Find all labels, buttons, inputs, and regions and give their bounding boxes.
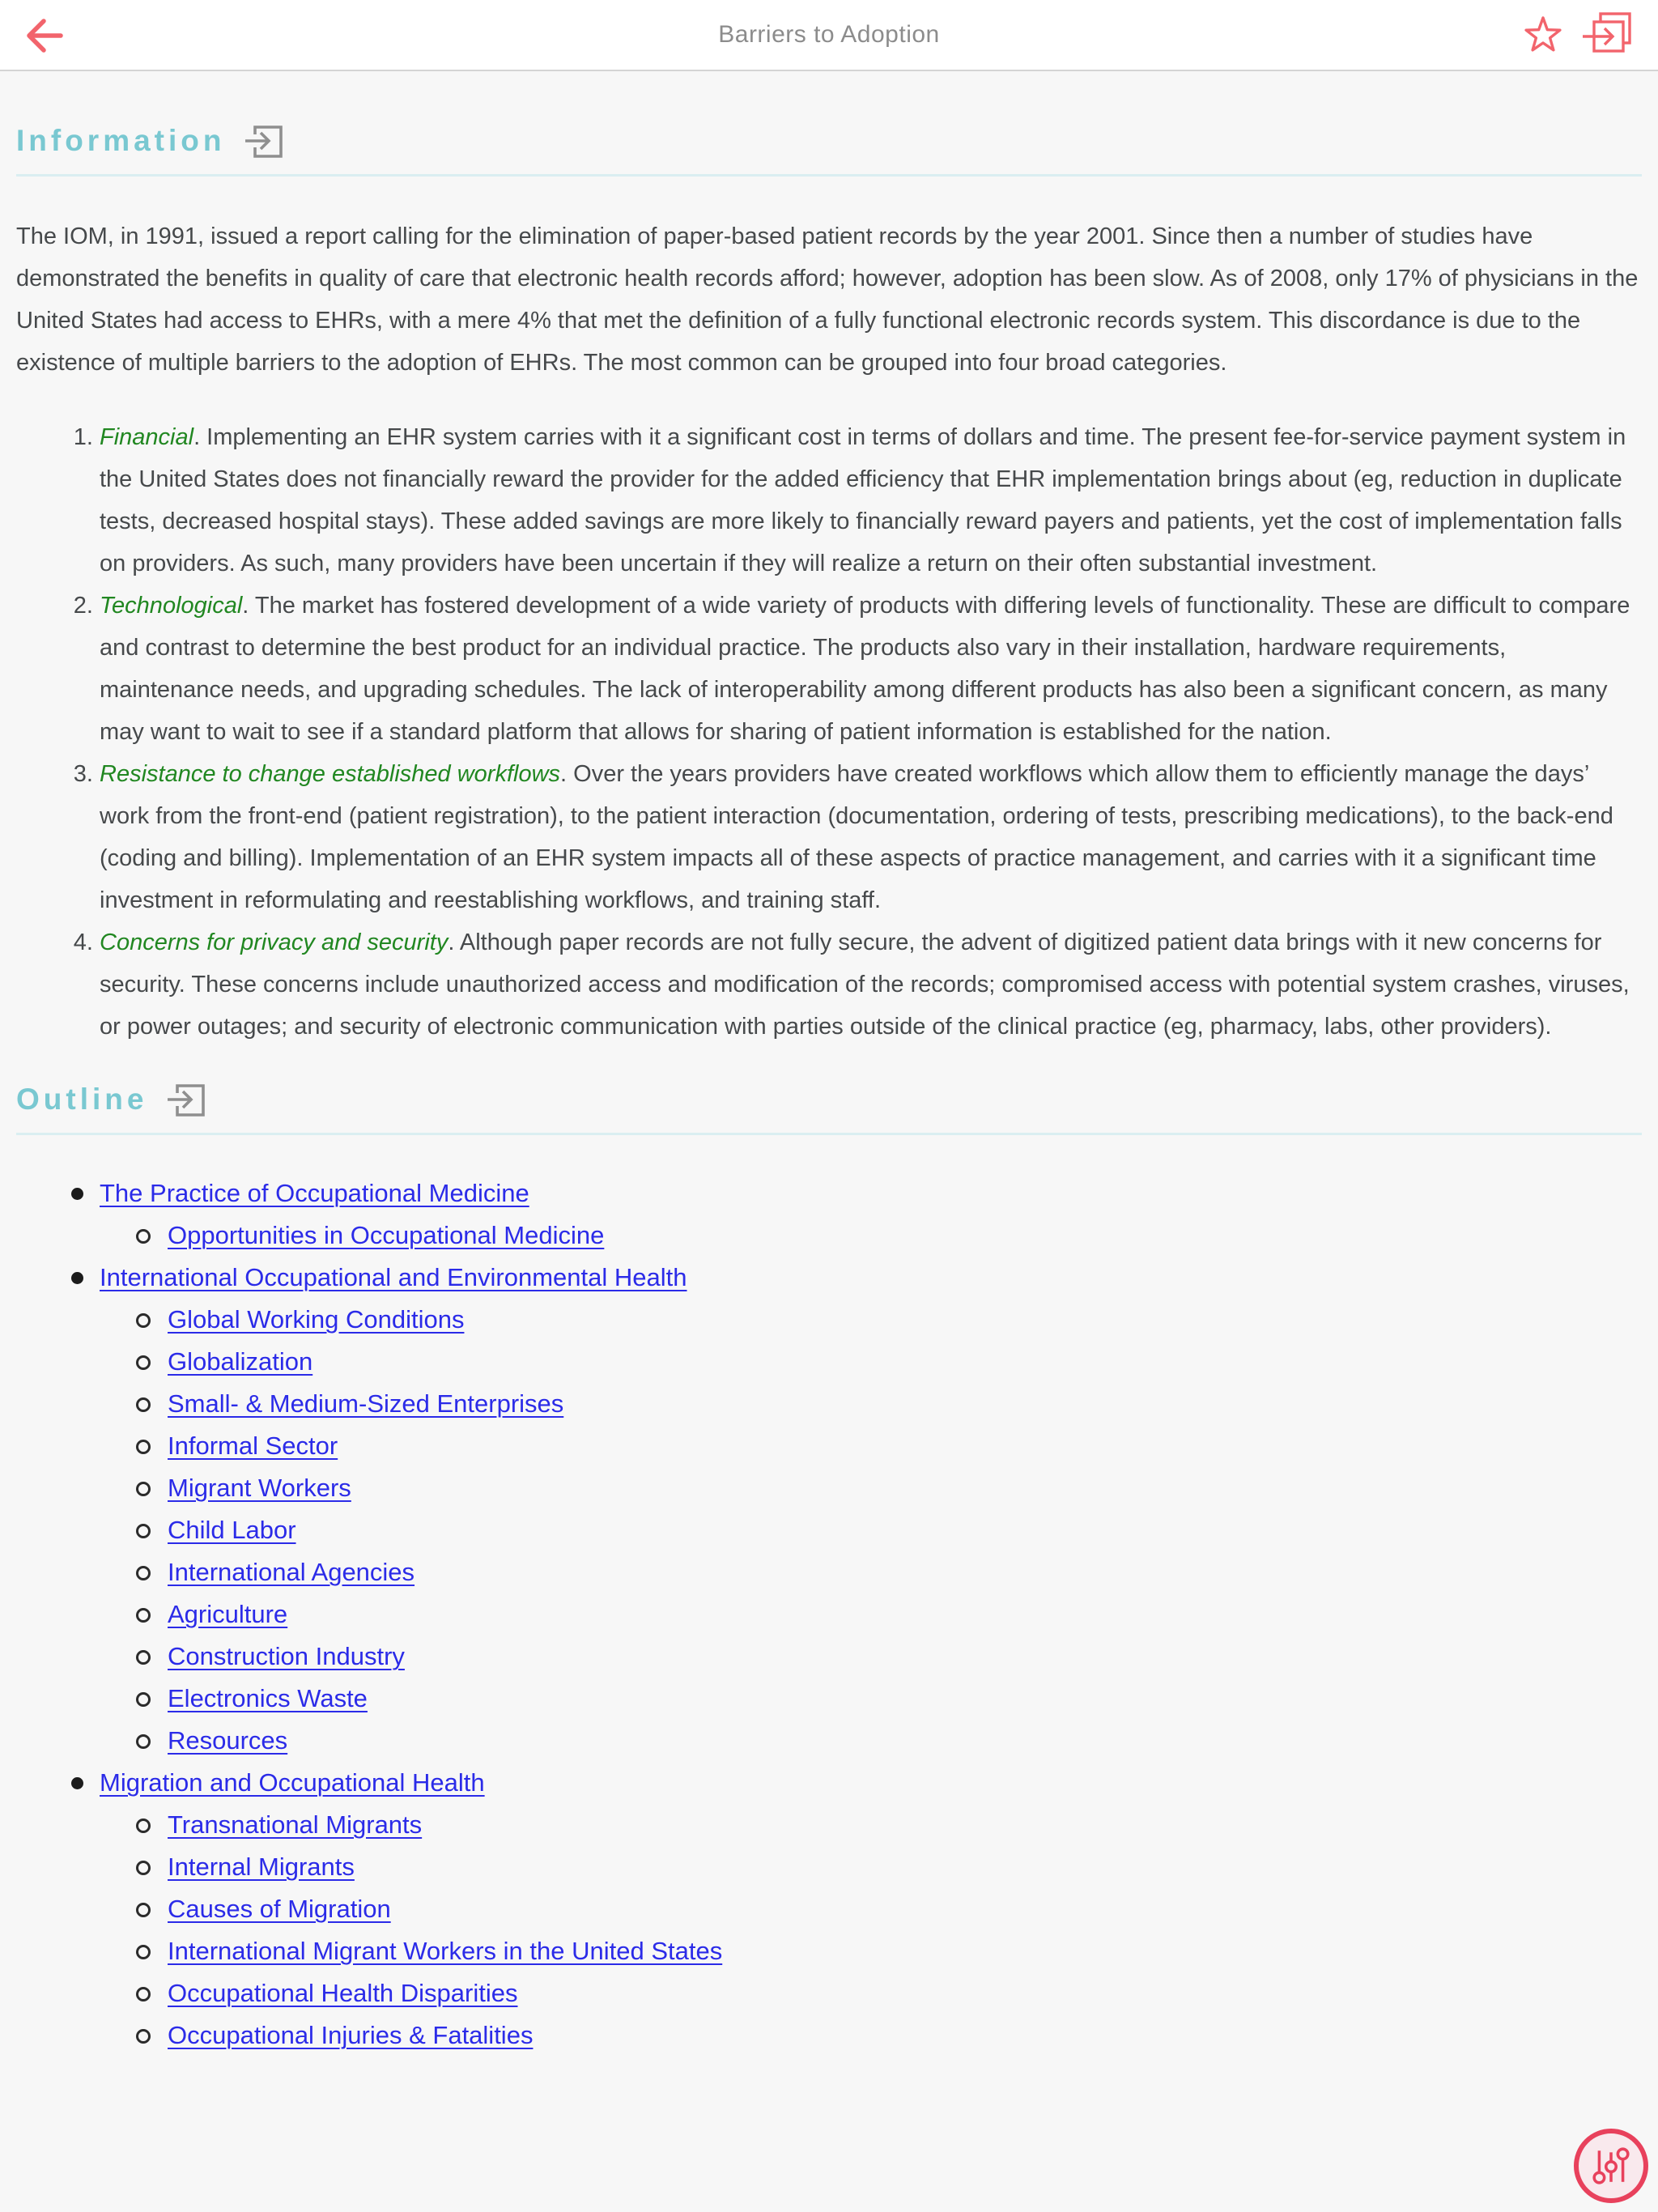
outline-link[interactable]: International Agencies xyxy=(168,1558,415,1586)
left-arrow-icon xyxy=(23,14,66,57)
open-in-icon xyxy=(1582,10,1634,58)
outline-link[interactable]: Occupational Health Disparities xyxy=(168,1979,518,2007)
barrier-text: . The market has fostered development of a wide variety of products with differing levels of functionality. These are difficult to compare and contrast to determine the best product for an individual practice. The products also vary in their installation, hardware requirements, maintenance needs, and upgrading schedules. The lack of interoperability among different products has also been a significant concern, as many may want to wait to see if a standard platform that allows for sharing of patient information is established for the nation. xyxy=(100,593,1630,745)
topic-content xyxy=(0,118,1658,2057)
outline-heading: Outline xyxy=(16,1082,148,1116)
barrier-text: . Implementing an EHR system carries with it a significant cost in terms of dollars and time. The present fee-for-service payment system in the United States does not financially reward the provider for the added efficiency that EHR implementation brings about (eg, reduction in duplicate tests, decreased hospital stays). These added savings are more likely to financially reward payers and patients, yet the cost of implementation falls on providers. As such, many providers have been uncertain if they will realize a return on their often substantial investment. xyxy=(100,424,1626,576)
outline-item xyxy=(16,1341,1642,1383)
barrier-item xyxy=(100,921,1642,1048)
outline-link[interactable]: Causes of Migration xyxy=(168,1895,391,1923)
barrier-text: . Although paper records are not fully secure, the advent of digitized patient data brings with it new concerns for security. These concerns include unauthorized access and modification of the records; compromised access with potential system crashes, viruses, or power outages; and security of electronic communication with parties outside of the clinical practice (eg, pharmacy, labs, other providers). xyxy=(100,929,1630,1040)
nav-bar xyxy=(0,0,1658,71)
information-intro: The IOM, in 1991, issued a report calling for the elimination of paper-based patient records by the year 2001. Since then a number of studies have demonstrated the benefits in quality of care that electronic health records afford; however, adoption has been slow. As of 2008, only 17% of physicians in the United States had access to EHRs, with a mere 4% that met the definition of a fully functional electronic records system. This discordance is due to the existence of multiple barriers to the adoption of EHRs. The most common can be grouped into four broad categories. xyxy=(16,223,1639,376)
barrier-item xyxy=(100,585,1642,753)
outline-item xyxy=(16,2014,1642,2057)
enter-section-icon xyxy=(167,1078,207,1119)
favorite-button[interactable] xyxy=(1524,15,1562,57)
outline-item xyxy=(16,1383,1642,1425)
outline-item xyxy=(16,1467,1642,1509)
star-icon xyxy=(1524,15,1562,53)
outline-link[interactable]: Small- & Medium-Sized Enterprises xyxy=(168,1389,564,1418)
outline-item xyxy=(16,1425,1642,1467)
information-list xyxy=(16,416,1642,1048)
outline-item xyxy=(16,1846,1642,1888)
outline-item xyxy=(16,1299,1642,1341)
outline-link[interactable]: Informal Sector xyxy=(168,1431,338,1460)
outline-item xyxy=(16,1593,1642,1636)
outline-item xyxy=(16,1804,1642,1846)
outline-link[interactable]: Migrant Workers xyxy=(168,1474,351,1502)
enter-section-button[interactable] xyxy=(167,1078,207,1123)
outline-item xyxy=(16,1930,1642,1972)
outline-item xyxy=(16,1678,1642,1720)
barrier-term: Technological xyxy=(100,593,243,619)
outline-link[interactable]: Electronics Waste xyxy=(168,1684,368,1712)
enter-section-icon xyxy=(244,120,285,160)
outline-link[interactable]: Agriculture xyxy=(168,1600,288,1628)
outline-item xyxy=(16,1762,1642,1804)
page-title: Barriers to Adoption xyxy=(718,21,940,48)
outline-item xyxy=(16,1509,1642,1551)
barrier-term: Resistance to change established workflows xyxy=(100,761,561,787)
outline-link[interactable]: Occupational Injuries & Fatalities xyxy=(168,2021,534,2049)
information-heading: Information xyxy=(16,123,226,157)
outline-item xyxy=(16,1636,1642,1678)
outline-list xyxy=(16,1172,1642,2057)
outline-link[interactable]: Opportunities in Occupational Medicine xyxy=(168,1221,605,1249)
outline-link[interactable]: Resources xyxy=(168,1726,288,1755)
outline-item xyxy=(16,1257,1642,1299)
outline-link[interactable]: Internal Migrants xyxy=(168,1853,355,1881)
enter-section-button[interactable] xyxy=(244,120,285,164)
information-section-header xyxy=(16,118,1642,163)
barrier-item xyxy=(100,416,1642,585)
sliders-icon xyxy=(1591,2146,1631,2186)
outline-item xyxy=(16,1888,1642,1930)
barrier-term: Financial xyxy=(100,424,194,450)
outline-link[interactable]: Transnational Migrants xyxy=(168,1810,423,1839)
display-settings-button[interactable] xyxy=(1574,2129,1648,2203)
section-divider xyxy=(16,174,1642,177)
outline-section-header xyxy=(16,1077,1642,1121)
outline-link[interactable]: International Migrant Workers in the United States xyxy=(168,1937,723,1965)
outline-link[interactable]: International Occupational and Environmental Health xyxy=(100,1263,687,1291)
outline-item xyxy=(16,1214,1642,1257)
outline-item xyxy=(16,1720,1642,1762)
outline-link[interactable]: Globalization xyxy=(168,1347,313,1376)
outline-link[interactable]: The Practice of Occupational Medicine xyxy=(100,1179,529,1207)
outline-item xyxy=(16,1551,1642,1593)
barrier-term: Concerns for privacy and security xyxy=(100,929,449,955)
outline-link[interactable]: Migration and Occupational Health xyxy=(100,1768,485,1797)
section-divider xyxy=(16,1133,1642,1135)
barrier-item xyxy=(100,753,1642,921)
barrier-text: . Over the years providers have created workflows which allow them to efficiently manage the days’ work from the front-end (patient registration), to the patient interaction (documentation, ordering of tests, prescribing medications), to the back-end (coding and billing). Implementation of an EHR system impacts all of these aspects of practice management, and carries with it a significant time investment in reformulating and reestablishing workflows, and training staff. xyxy=(100,761,1613,913)
back-button[interactable] xyxy=(23,14,66,57)
outline-link[interactable]: Global Working Conditions xyxy=(168,1305,465,1334)
outline-link[interactable]: Child Labor xyxy=(168,1516,296,1544)
outline-item xyxy=(16,1172,1642,1214)
outline-link[interactable]: Construction Industry xyxy=(168,1642,405,1670)
nav-actions xyxy=(1524,0,1634,71)
outline-item xyxy=(16,1972,1642,2014)
open-in-button[interactable] xyxy=(1582,10,1634,62)
